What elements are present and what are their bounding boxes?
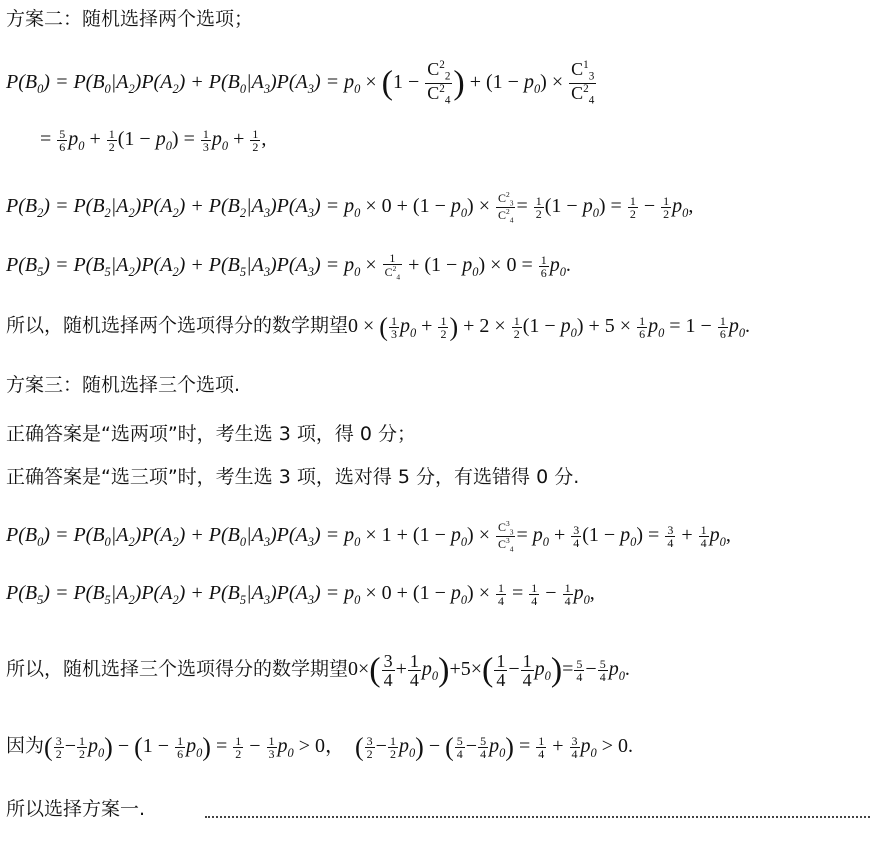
heading-plan-three: 方案三：随机选择三个选项. xyxy=(6,374,241,396)
final-conclusion: 所以选择方案一. xyxy=(6,798,146,820)
conclusion-plan-two: 所以，随机选择两个选项得分的数学期望0 × ( $\frac{1}{3}$ $p_0$ + $\frac{1}{2}$ ) + 2 × $\frac{1}{2}$ $(1 - p_0) + 5$ × $\frac{1}{6}$ $p_0 = 1$ − $\frac{1}{6}$ $p_0$. xyxy=(6,312,751,341)
case-three-options: 正确答案是“选三项”时，考生选 3 项，选对得 5 分，有选错得 0 分. xyxy=(6,466,580,488)
dotted-leader-line xyxy=(205,816,870,818)
conclusion-plan-three: 所以，随机选择三个选项得分的数学期望0×( $\frac{3}{4}$ + $\frac{1}{4}$ $p_0)+5\times$( $\frac{1}{4}$ − $\frac{1}{4}$ $p_0)=$ $\frac{5}{4}$ − $\frac{5}{4}$ $p_0$. xyxy=(6,651,630,690)
formula-pb5-plan3: $P(B_5) = P(B_5|A_2)P(A_2) + P(B_5|A_3)P(A_3) = p_0 \times 0 + (1 - p_0)$ × $\frac{1}{4}$ = $\frac{1}{4}$ − $\frac{1}{4}$ $p_0$, xyxy=(6,581,595,608)
formula-pb0-plan3: $P(B_0) = P(B_0|A_2)P(A_2) + P(B_0|A_3)P(A_3) = p_0 \times 1 + (1 - p_0)$ × $\frac{C^3_3}{C^3_4}$ = $p_0$ + $\frac{3}{4}$ $(1 - p_0)$ = $\frac{3}{4}$ + $\frac{1}{4}$ $p_0$, xyxy=(6,519,731,554)
heading-plan-two: 方案二：随机选择两个选项； xyxy=(6,8,254,30)
formula-pb0-plan2-simplified: = $\frac{5}{6}$ $p_0$ + $\frac{1}{2}$ $(1 - p_0)$ = $\frac{1}{3}$ $p_0$ + $\frac{1}{2}$ , xyxy=(40,127,267,154)
formula-pb0-plan2: $P(B_0) = P(B_0|A_2)P(A_2) + P(B_0|A_3)P(A_3) = p_0 \times (1$ − $\frac{C^2_2}{C^2_4}$ ) + $(1 - p_0)$ × $\frac{C^1_3}{C^2_4}$ xyxy=(6,59,595,107)
formula-pb5-plan2: $P(B_5) = P(B_5|A_2)P(A_2) + P(B_5|A_3)P(A_3) = p_0$ × $\frac{1}{C^2_4}$ + $(1 - p_0) \times 0$ = $\frac{1}{6}$ $p_0$. xyxy=(6,251,571,282)
case-two-options: 正确答案是“选两项”时，考生选 3 项，得 0 分； xyxy=(6,423,417,445)
formula-pb2-plan2: $P(B_2) = P(B_2|A_2)P(A_2) + P(B_2|A_3)P(A_3) = p_0 \times 0 + (1 - p_0)$ × $\frac{C^2_3}{C^2_4}$ = $\frac{1}{2}$ $(1 - p_0)$ = $\frac{1}{2}$ − $\frac{1}{2}$ $p_0$, xyxy=(6,190,694,225)
comparison-line: 因为( $\frac{3}{2}$ − $\frac{1}{2}$ $p_0) - (1$ − $\frac{1}{6}$ $p_0$) = $\frac{1}{2}$ − $\frac{1}{3}$ $p_0 > 0$， ( $\frac{3}{2}$ − $\frac{1}{2}$ $p_0$) − ( $\frac{5}{4}$ − $\frac{5}{4}$ $p_0$) = $\frac{1}{4}$ + $\frac{3}{4}$ $p_0 > 0$. xyxy=(6,732,633,761)
